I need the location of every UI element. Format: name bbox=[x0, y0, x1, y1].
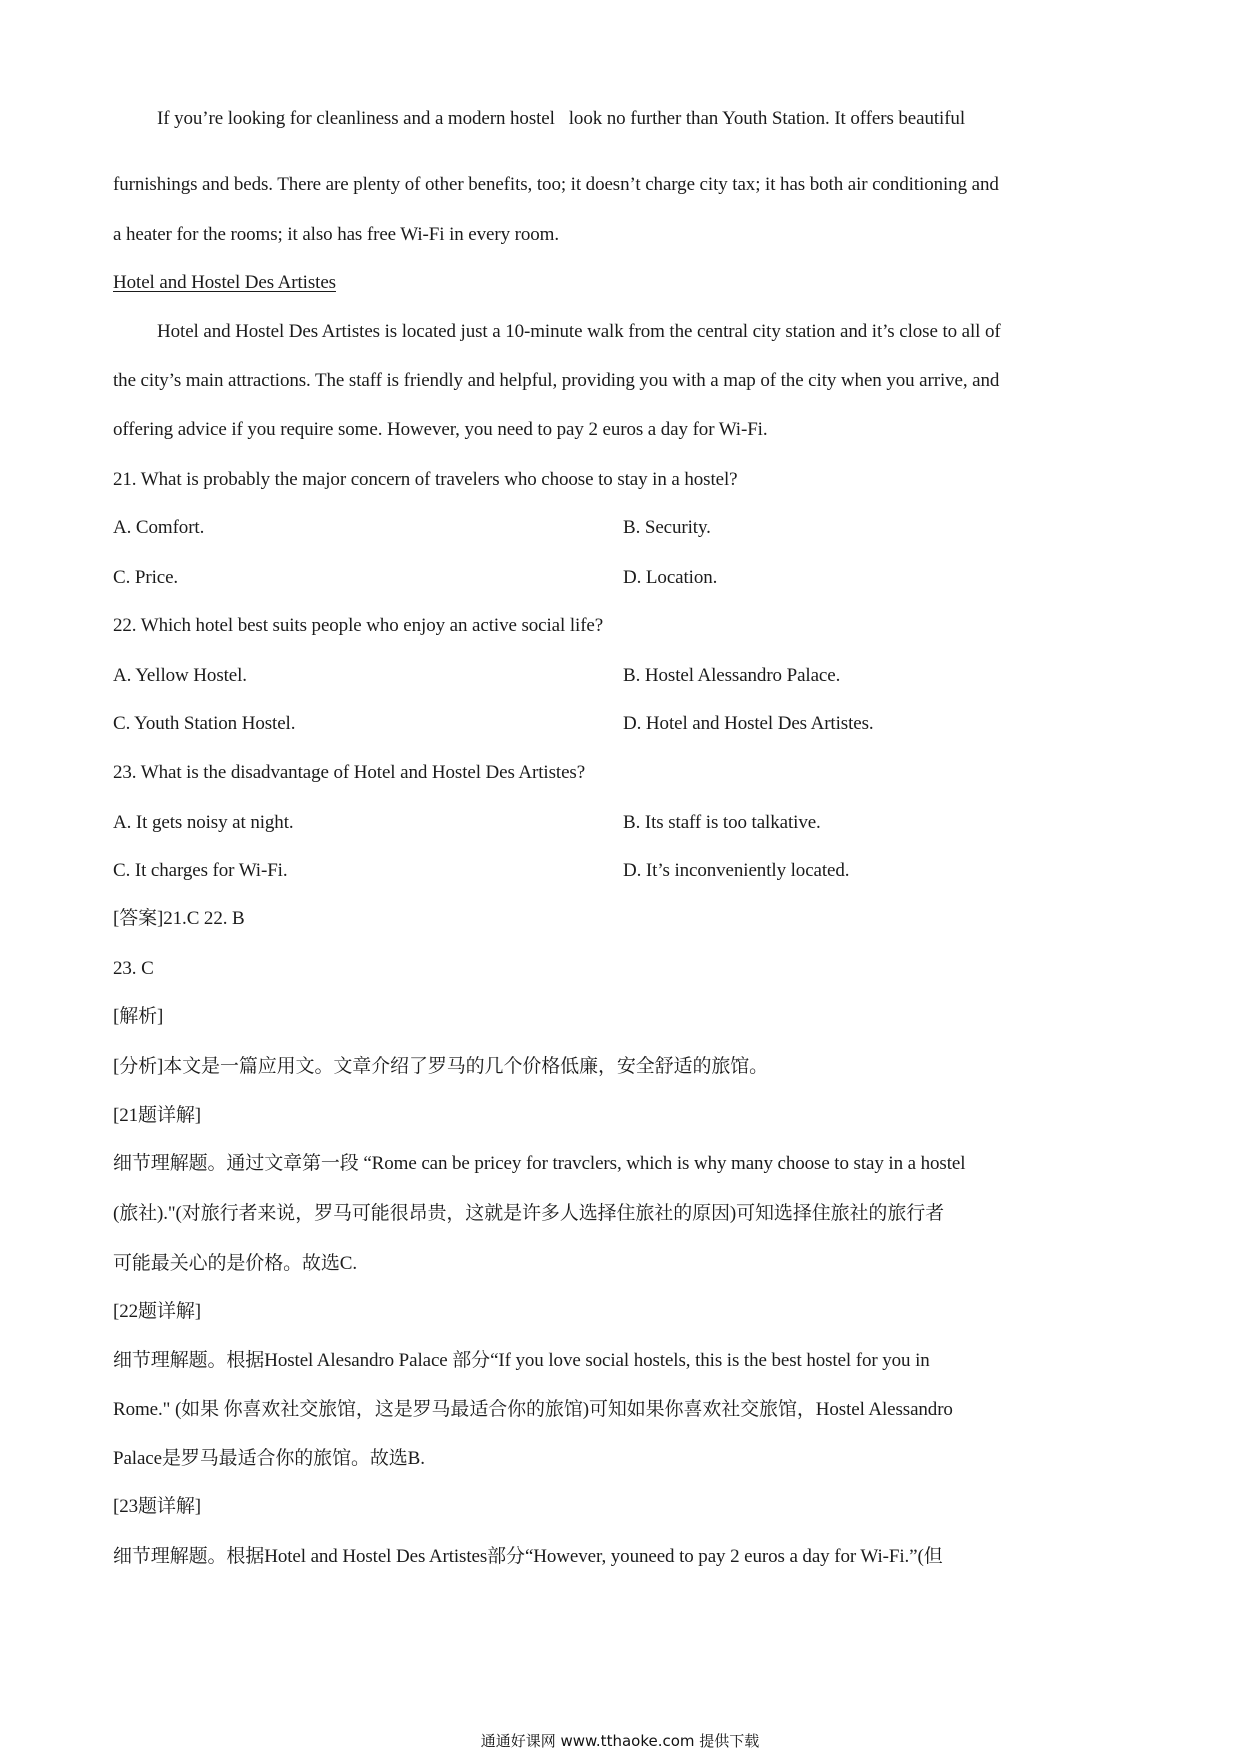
page-footer: 通通好课网 www.tthaoke.com 提供下载 bbox=[480, 1732, 760, 1750]
analysis-summary: [分析]本文是一篇应用文。文章介绍了罗马的几个价格低廉，安全舒适的旅馆。 bbox=[113, 1056, 769, 1077]
answer-line: 23. C bbox=[113, 958, 154, 979]
question-stem: 23. What is the disadvantage of Hotel and Hostel Des Artistes? bbox=[113, 762, 586, 783]
passage-line: the city’s main attractions. The staff is friendly and helpful, providing you with a map of the city when you arrive, and bbox=[113, 370, 1000, 391]
q23-detail-heading: [23题详解] bbox=[113, 1496, 201, 1517]
option-d: D. It’s inconveniently located. bbox=[623, 860, 850, 881]
passage-line: furnishings and beds. There are plenty of other benefits, too; it doesn’t charge city tax; it has both air conditioning and bbox=[113, 174, 999, 195]
q21-detail-heading: [21题详解] bbox=[113, 1105, 201, 1126]
option-d: D. Location. bbox=[623, 567, 718, 588]
answer-line: [答案]21.C 22. B bbox=[113, 908, 245, 929]
option-a: A. It gets noisy at night. bbox=[113, 812, 294, 833]
option-a: A. Yellow Hostel. bbox=[113, 665, 247, 686]
question-stem: 22. Which hotel best suits people who enjoy an active social life? bbox=[113, 615, 604, 636]
analysis-heading: [解析] bbox=[113, 1006, 164, 1027]
q21-detail-line: (旅社)."(对旅行者来说，罗马可能很昂贵，这就是许多人选择住旅社的原因)可知选择住旅社的旅行者 bbox=[113, 1203, 945, 1224]
option-b: B. Its staff is too talkative. bbox=[623, 812, 821, 833]
option-c: C. It charges for Wi-Fi. bbox=[113, 860, 288, 881]
option-b: B. Security. bbox=[623, 517, 711, 538]
option-d: D. Hotel and Hostel Des Artistes. bbox=[623, 713, 874, 734]
option-c: C. Price. bbox=[113, 567, 179, 588]
passage-line: If you’re looking for cleanliness and a modern hostel look no further than Youth Station. It offers beautiful bbox=[157, 108, 966, 129]
q21-detail-line: 可能最关心的是价格。故选C. bbox=[113, 1253, 358, 1274]
passage-line: Hotel and Hostel Des Artistes is located just a 10-minute walk from the central city station and it’s close to all of bbox=[157, 321, 1001, 342]
option-a: A. Comfort. bbox=[113, 517, 205, 538]
passage-line: a heater for the rooms; it also has free Wi-Fi in every room. bbox=[113, 224, 560, 245]
q22-detail-heading: [22题详解] bbox=[113, 1301, 201, 1322]
passage-line: offering advice if you require some. However, you need to pay 2 euros a day for Wi-Fi. bbox=[113, 419, 768, 440]
option-c: C. Youth Station Hostel. bbox=[113, 713, 296, 734]
q22-detail-line: 细节理解题。根据Hostel Alesandro Palace 部分“If you love social hostels, this is the best hostel for you in bbox=[113, 1350, 930, 1371]
q22-detail-line: Rome." (如果 你喜欢社交旅馆，这是罗马最适合你的旅馆)可知如果你喜欢社交旅馆，Hostel Alessandro bbox=[113, 1399, 953, 1420]
q23-detail-line: 细节理解题。根据Hotel and Hostel Des Artistes部分“However, youneed to pay 2 euros a day for Wi-Fi.”(但 bbox=[113, 1546, 943, 1567]
q22-detail-line: Palace是罗马最适合你的旅馆。故选B. bbox=[113, 1448, 425, 1469]
section-heading: Hotel and Hostel Des Artistes bbox=[113, 272, 336, 293]
q21-detail-line: 细节理解题。通过文章第一段 “Rome can be pricey for travclers, which is why many choose to stay in a hostel bbox=[113, 1153, 966, 1174]
option-b: B. Hostel Alessandro Palace. bbox=[623, 665, 841, 686]
question-stem: 21. What is probably the major concern of travelers who choose to stay in a hostel? bbox=[113, 469, 738, 490]
